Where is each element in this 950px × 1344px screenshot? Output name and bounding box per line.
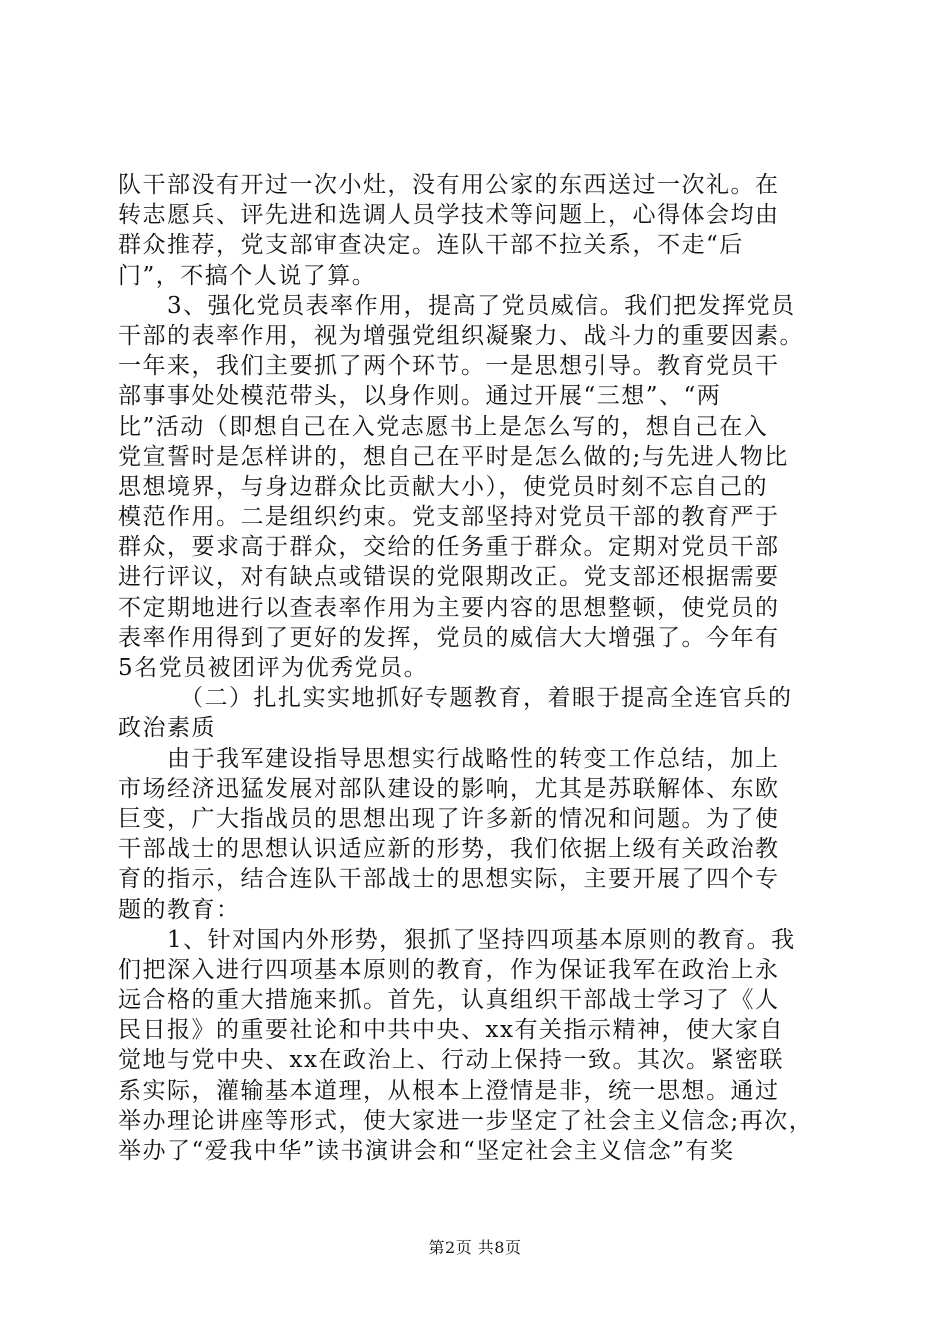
text-line: 干部战士的思想认识适应新的形势，我们依据上级有关政治教 [118,836,780,863]
text-line: 干部的表率作用，视为增强党组织凝聚力、战斗力的重要因素。 [118,322,804,349]
text-line: 们把深入进行四项基本原则的教育，作为保证我军在政治上永 [118,956,780,983]
text-line: 系实际，灌输基本道理，从根本上澄情是非，统一思想。通过 [118,1077,780,1104]
text-line: 比”活动（即想自己在入党志愿书上是怎么写的，想自己在入 [118,413,769,440]
text-line: 巨变，广大指战员的思想出现了许多新的情况和问题。为了使 [118,805,780,832]
text-line: 队干部没有开过一次小灶，没有用公家的东西送过一次礼。在 [118,172,780,198]
text-line: 不定期地进行以查表率作用为主要内容的思想整顿，使党员的 [118,594,780,621]
page-footer: 第2页 共8页 [428,1238,522,1257]
text-line: （二）扎扎实实地抓好专题教育，着眼于提高全连官兵的 [118,685,793,712]
text-line: 民日报》的重要社论和中共中央、xx有关指示精神，使大家自 [118,1017,784,1044]
text-line: 模范作用。二是组织约束。党支部坚持对党员干部的教育严于 [118,504,780,531]
text-line: 5名党员被团评为优秀党员。 [118,655,429,681]
text-line: 远合格的重大措施来抓。首先，认真组织干部战士学习了《人 [118,987,780,1014]
text-line: 市场经济迅猛发展对部队建设的影响，尤其是苏联解体、东欧 [118,775,780,802]
text-line: 群众推荐，党支部审查决定。连队干部不拉关系，不走“后 [118,232,744,259]
text-line: 由于我军建设指导思想实行战略性的转变工作总结，加上 [118,745,780,772]
text-line: 一年来，我们主要抓了两个环节。一是思想引导。教育党员干 [118,353,780,380]
text-line: 举办理论讲座等形式，使大家进一步坚定了社会主义信念;再次， [118,1107,814,1134]
text-line: 党宣誓时是怎样讲的，想自己在平时是怎么做的;与先进人物比 [118,443,789,470]
text-line: 题的教育： [118,896,241,923]
text-line: 觉地与党中央、xx在政治上、行动上保持一致。其次。紧密联 [118,1047,784,1074]
body-text [118,170,838,1166]
text-line: 1、针对国内外形势，狠抓了坚持四项基本原则的教育。我 [118,926,796,953]
text-line: 部事事处处模范带头，以身作则。通过开展“三想”、“两 [118,383,722,410]
text-line: 思想境界，与身边群众比贡献大小），使党员时刻不忘自己的 [118,473,768,500]
text-line: 举办了“爱我中华”读书演讲会和“坚定社会主义信念”有奖 [118,1138,735,1164]
text-line: 进行评议，对有缺点或错误的党限期改正。党支部还根据需要 [118,564,780,591]
text-line: 门”，不搞个人说了算。 [118,262,377,289]
text-line: 3、强化党员表率作用，提高了党员威信。我们把发挥党员 [118,292,796,319]
text-line: 表率作用得到了更好的发挥，党员的威信大大增强了。今年有 [118,624,780,651]
text-line: 转志愿兵、评先进和选调人员学技术等问题上，心得体会均由 [118,202,780,229]
text-line: 政治素质 [118,715,216,742]
text-line: 群众，要求高于群众，交给的任务重于群众。定期对党员干部 [118,534,780,561]
text-line: 育的指示，结合连队干部战士的思想实际，主要开展了四个专 [118,866,780,893]
